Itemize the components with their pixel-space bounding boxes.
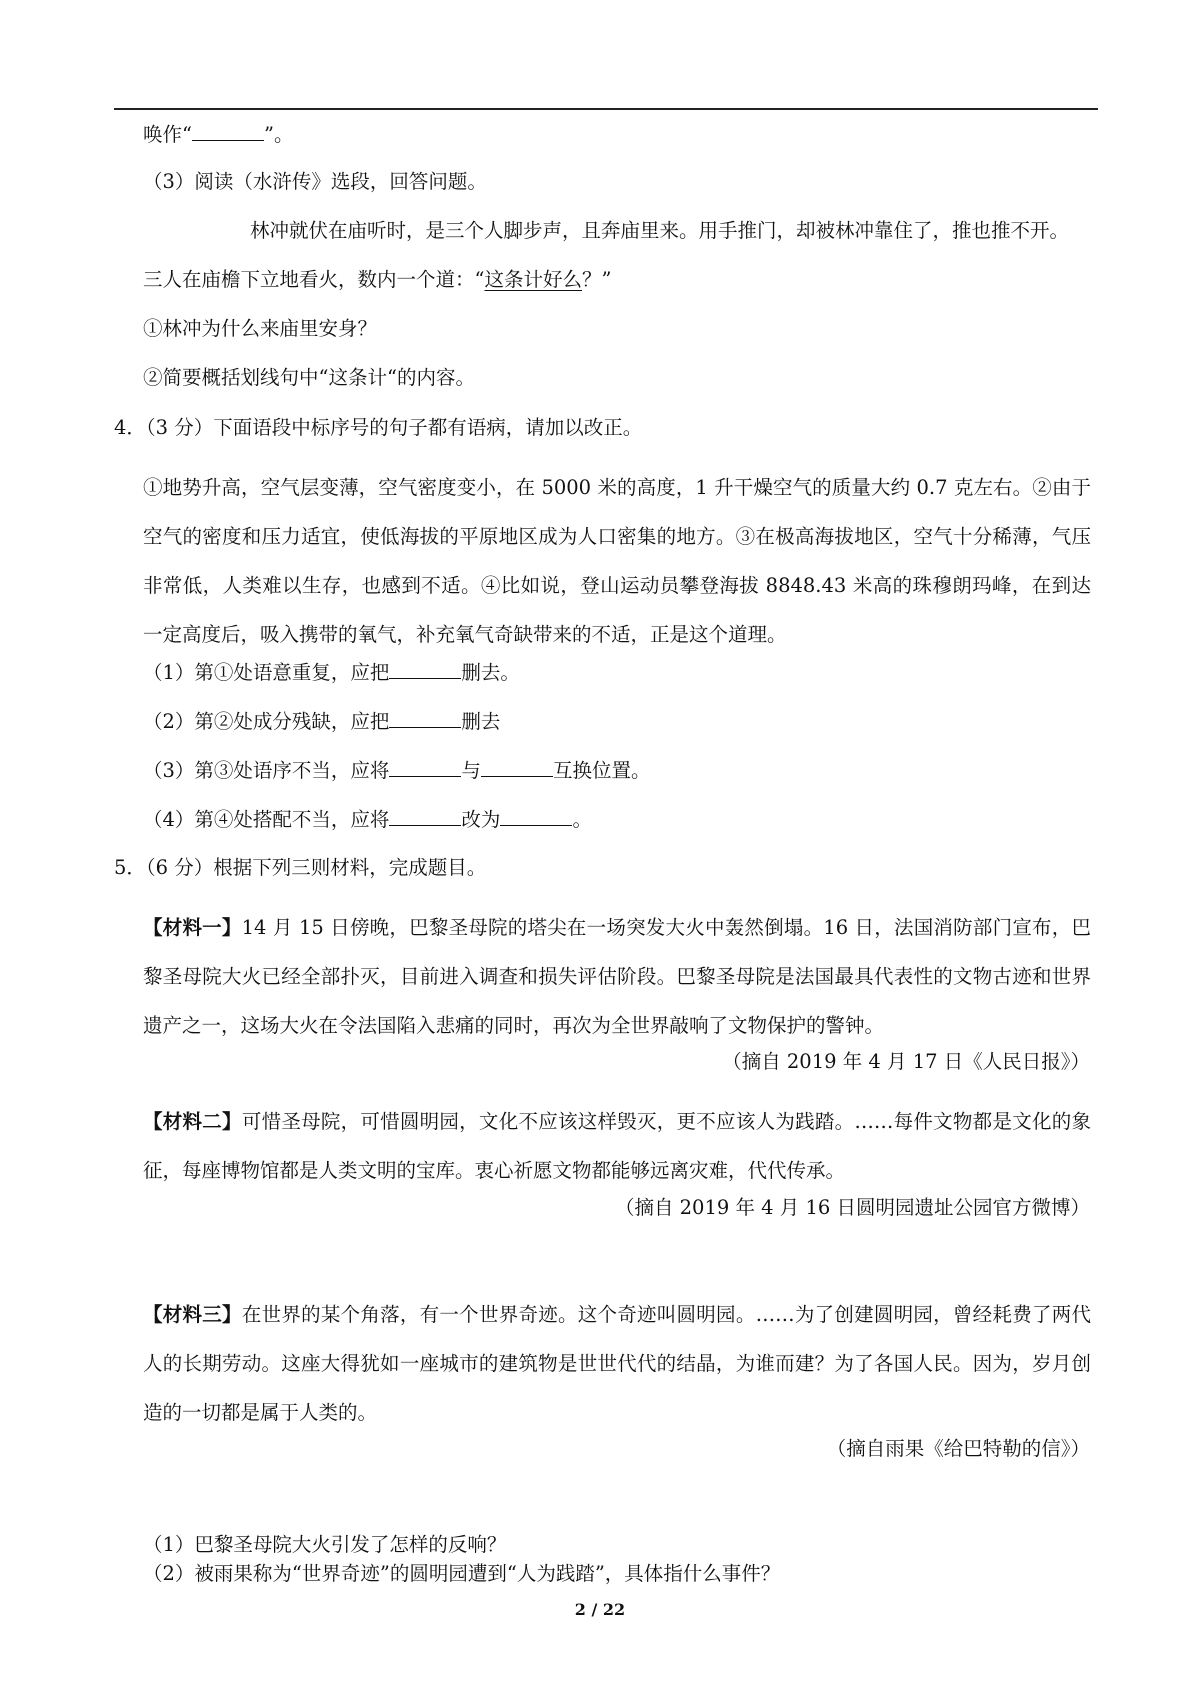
q4-item-2 xyxy=(143,707,500,736)
q3-question-1: ①林冲为什么来庙里安身？ xyxy=(143,317,378,340)
q3-tail-suffix: ”。 xyxy=(263,123,294,146)
q3-sub3-prompt: （3）阅读（水浒传》选段，回答问题。 xyxy=(143,170,487,193)
q3-question-2: ②简要概括划线句中“这条计“的内容。 xyxy=(143,366,475,389)
q5-subquestion-2: （2）被雨果称为“世界奇迹”的圆明园遭到“人为践踏”，具体指什么事件？ xyxy=(143,1562,781,1585)
q4-item-1-end: 删去。 xyxy=(461,661,520,684)
q4-item-4-end: 。 xyxy=(572,808,592,831)
q4-item-2-text: （2）第②处成分残缺，应把 xyxy=(143,710,390,733)
q4-item-1-text: （1）第①处语意重复，应把 xyxy=(143,661,390,684)
q4-item-3 xyxy=(143,756,650,785)
q4-item-3-end: 互换位置。 xyxy=(552,759,651,782)
material-1-source: （摘自 2019 年 4 月 17 日《人民日报》） xyxy=(722,1050,1090,1073)
passage-line-2 xyxy=(143,266,611,294)
material-2 xyxy=(143,1097,1091,1195)
passage-line-1: 林冲就伏在庙听时，是三个人脚步声，且奔庙里来。用手推门，却被林冲靠住了，推也推不开。 xyxy=(250,219,1070,242)
material-2-label: 【材料二】 xyxy=(143,1110,242,1133)
answer-blank[interactable] xyxy=(389,805,461,826)
material-1-label: 【材料一】 xyxy=(143,916,242,939)
underlined-sentence: 这条计好么 xyxy=(484,268,582,291)
header-rule xyxy=(114,108,1098,110)
q4-item-3-mid: 与 xyxy=(461,759,481,782)
material-2-text: 可惜圣母院，可惜圆明园，文化不应该这样毁灭，更不应该人为践踏。……每件文物都是文化的象征，每座博物馆都是人类文明的宝库。衷心祈愿文物都能够远离灾难，代代传承。 xyxy=(143,1110,1091,1182)
q4-item-4 xyxy=(143,805,592,834)
q4-item-1 xyxy=(143,658,520,687)
answer-blank[interactable] xyxy=(192,120,264,141)
material-2-source: （摘自 2019 年 4 月 16 日圆明园遗址公园官方微博） xyxy=(614,1196,1090,1219)
q5-subquestion-1: （1）巴黎圣母院大火引发了怎样的反响？ xyxy=(143,1533,507,1556)
material-3 xyxy=(143,1290,1091,1437)
q4-item-4-text: （4）第④处搭配不当，应将 xyxy=(143,808,390,831)
q4-paragraph: ①地势升高，空气层变薄，空气密度变小，在 5000 米的高度，1 升干燥空气的质量大约 0.7 克左右。②由于空气的密度和压力适宜，使低海拔的平原地区成为人口密集的地方。③在极高海拔地区，空气十分稀薄，气压非常低，人类难以生存，也感到不适。④比如说，登山运动员攀登海拔 8848.43 米高的珠穆朗玛峰，在到达一定高度后，吸入携带的氧气，补充氧气奇缺带来的不适，正是这个道理。 xyxy=(143,476,1091,646)
q4-item-3-text: （3）第③处语序不当，应将 xyxy=(143,759,390,782)
answer-blank[interactable] xyxy=(481,756,553,777)
answer-blank[interactable] xyxy=(389,756,461,777)
material-1 xyxy=(143,903,1091,1050)
q4-item-4-mid: 改为 xyxy=(461,808,501,831)
answer-blank[interactable] xyxy=(500,805,572,826)
material-3-text: 在世界的某个角落，有一个世界奇迹。这个奇迹叫圆明园。……为了创建圆明园，曾经耗费了两代人的长期劳动。这座大得犹如一座城市的建筑物是世世代代的结晶，为谁而建？为了各国人民。因为，岁月创造的一切都是属于人类的。 xyxy=(143,1303,1091,1424)
q5-title: 5．（6 分）根据下列三则材料，完成题目。 xyxy=(114,856,487,879)
material-3-source: （摘自雨果《给巴特勒的信》） xyxy=(826,1437,1090,1460)
answer-blank[interactable] xyxy=(389,707,461,728)
q3-tail-prefix: 唤作“ xyxy=(143,123,192,146)
q3-tail-line xyxy=(143,120,293,149)
material-1-text: 14 月 15 日傍晚，巴黎圣母院的塔尖在一场突发大火中轰然倒塌。16 日，法国消防部门宣布，巴黎圣母院大火已经全部扑灭，目前进入调查和损失评估阶段。巴黎圣母院是法国最具代表性的文物古迹和世界遗产之一，这场大火在令法国陷入悲痛的同时，再次为全世界敲响了文物保护的警钟。 xyxy=(143,916,1091,1037)
material-3-label: 【材料三】 xyxy=(143,1303,242,1326)
q4-title: 4．（3 分）下面语段中标序号的句子都有语病，请加以改正。 xyxy=(114,416,643,439)
q4-item-2-end: 删去 xyxy=(461,710,501,733)
answer-blank[interactable] xyxy=(389,658,461,679)
passage-line-2-suffix: ？” xyxy=(582,268,612,291)
passage-line-2-prefix: 三人在庙檐下立地看火，数内一个道：“ xyxy=(143,268,485,291)
page-number: 2 / 22 xyxy=(574,1600,626,1619)
